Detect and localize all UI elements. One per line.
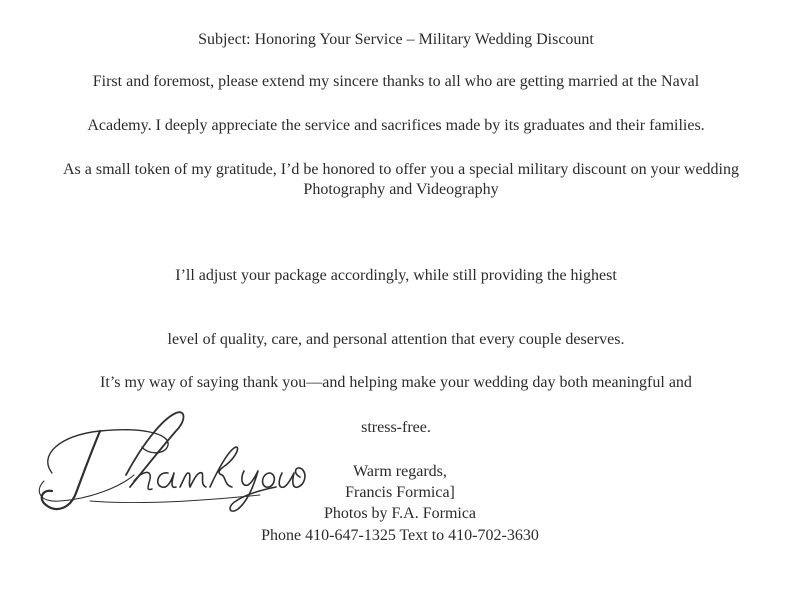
thank-you-script-graphic [30, 405, 320, 525]
signature-closing: Warm regards, [353, 463, 447, 480]
signature-contact: Phone 410-647-1325 Text to 410-702-3630 [261, 527, 539, 544]
signature-name: Francis Formica] [345, 484, 455, 501]
paragraph-3-line-2: level of quality, care, and personal attention that every couple deserves. [167, 331, 625, 348]
paragraph-4-line-2: stress-free. [361, 419, 431, 436]
paragraph-3-line-1: I’ll adjust your package accordingly, while still providing the highest [175, 267, 617, 284]
signature-business: Photos by F.A. Formica [323, 505, 477, 522]
paragraph-2: As a small token of my gratitude, I’d be honored to offer you a special military discount on your wedding Photography and Videography [63, 161, 739, 198]
paragraph-1-line-1: First and foremost, please extend my sincere thanks to all who are getting married at the Naval [92, 73, 700, 90]
letter-subject: Subject: Honoring Your Service – Military Wedding Discount [198, 31, 594, 48]
paragraph-1-line-2: Academy. I deeply appreciate the service and sacrifices made by its graduates and their families. [87, 117, 705, 134]
paragraph-4-line-1: It’s my way of saying thank you—and helping make your wedding day both meaningful and [100, 374, 692, 391]
